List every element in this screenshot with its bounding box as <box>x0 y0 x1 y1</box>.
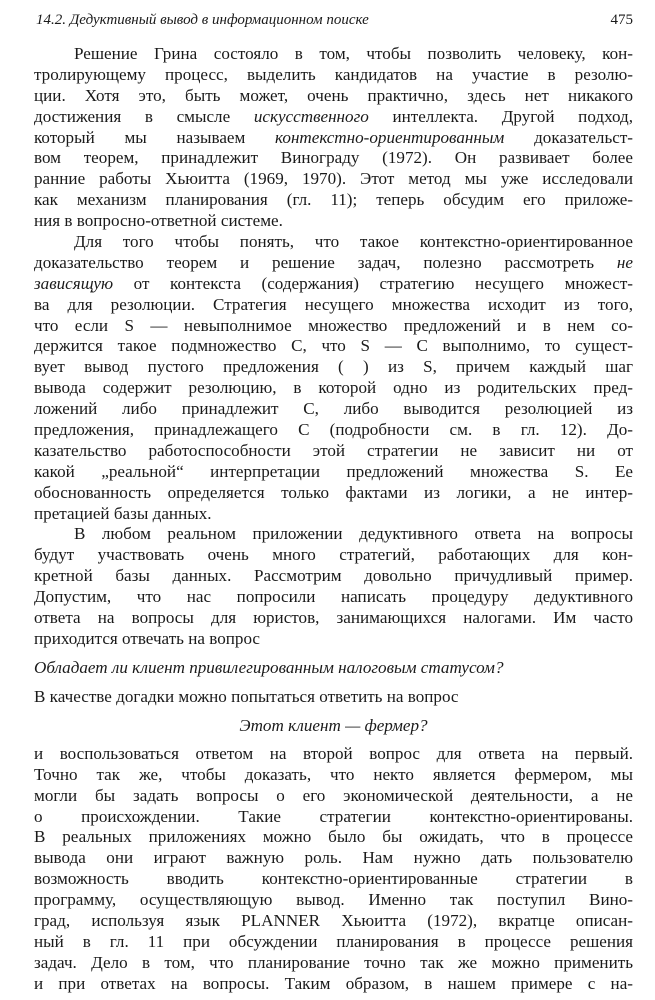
text-line: приходится отвечать на вопрос <box>34 628 261 648</box>
text-line: ва для резолюции. Стратегия несущего множества исходит из того, <box>34 294 633 314</box>
text-line: зависящую от контекста (содержания) стратегию несущего множест- <box>34 273 633 293</box>
text-line: и при ответах на вопросы. Таким образом, в нашем примере с на- <box>34 973 633 993</box>
text-line: обоснованность определяется только фактами из логики, а не интер- <box>34 482 633 502</box>
text-line: Точно так же, чтобы доказать, что некто является фермером, мы <box>34 764 633 784</box>
paragraph-3 <box>34 524 633 649</box>
text-line: Решение Грина состояло в том, чтобы позволить человеку, кон- <box>74 44 633 63</box>
section-title: 14.2. Дедуктивный вывод в информационном поиске <box>36 12 369 28</box>
text-line: предложения, принадлежащего C (подробности см. в гл. 12). До- <box>34 420 633 440</box>
text-line: что если S — невыполнимое множество предложений и в нем со- <box>34 315 633 335</box>
example-query-2: Этот клиент — фермер? <box>239 715 428 735</box>
example-query-1: Обладает ли клиент привилегированным налоговым статусом? <box>34 657 504 677</box>
text-line: доказательство теорем и решение задач, полезно рассмотреть не <box>34 252 633 272</box>
text-line: как механизм планирования (гл. 11); теперь обсудим его приложе- <box>34 190 633 210</box>
text-line: ции. Хотя это, быть может, очень практично, здесь нет никакого <box>34 85 633 105</box>
text-line: о происхождении. Такие стратегии контекстно-ориентированы. <box>34 806 633 826</box>
text-line: тролирующему процесс, выделить кандидатов на участие в резолю- <box>34 64 633 84</box>
paragraph-1 <box>34 44 633 232</box>
text-line: который мы называем контекстно-ориентированным доказательст- <box>34 127 633 147</box>
text-line: ранние работы Хьюитта (1969, 1970). Этот метод мы уже исследовали <box>34 169 633 189</box>
text-line: могли бы задать вопросы о его экономической деятельности, а не <box>34 785 633 805</box>
text-line: ния в вопросно-ответной системе. <box>34 211 283 231</box>
paragraph-4 <box>34 744 633 995</box>
text-line: ложений либо принадлежит C, либо выводится резолюцией из <box>34 399 633 419</box>
text-line: и воспользоваться ответом на второй вопрос для ответа на первый. <box>34 743 633 763</box>
page-number: 475 <box>610 12 633 28</box>
text-line: претацией базы данных. <box>34 503 212 523</box>
text-line: программу, осуществляющую вывод. Именно так поступил Вино- <box>34 890 633 910</box>
text-line: вывода содержит резолюцию, в которой одно из родительских пред- <box>34 378 633 398</box>
paragraph-2 <box>34 232 633 524</box>
text-line: вует вывод пустого предложения ( ) из S, причем каждый шаг <box>34 357 633 377</box>
text-line: ный в гл. 11 при обсуждении планирования в процессе решения <box>34 931 633 951</box>
text-line: какой „реальной“ интерпретации предложений множества S. Ее <box>34 461 633 481</box>
running-header <box>34 0 633 44</box>
text-line: ответа на вопросы для юристов, занимающихся налогами. Им часто <box>34 608 633 628</box>
text-line: возможность вводить контекстно-ориентированные стратегии в <box>34 869 633 889</box>
bridge-sentence: В качестве догадки можно попытаться ответить на вопрос <box>34 686 459 706</box>
body-text <box>34 44 633 995</box>
text-line: будут участвовать очень много стратегий, работающих для кон- <box>34 545 633 565</box>
text-line: держится такое подмножество C, что S — C выполнимо, то сущест- <box>34 336 633 356</box>
text-line: достижения в смысле искусственного интеллекта. Другой подход, <box>34 106 633 126</box>
text-line: Для того чтобы понять, что такое контекстно-ориентированное <box>74 232 633 252</box>
text-line: В реальных приложениях можно было бы ожидать, что в процессе <box>34 827 633 847</box>
text-line: задач. Дело в том, что планирование точно так же можно применить <box>34 952 633 972</box>
text-line: град, используя язык PLANNER Хьюитта (1972), вкратце описан- <box>34 910 633 930</box>
text-line: кретной базы данных. Рассмотрим довольно причудливый пример. <box>34 566 633 586</box>
text-line: Допустим, что нас попросили написать процедуру дедуктивного <box>34 587 633 607</box>
text-line: В любом реальном приложении дедуктивного ответа на вопросы <box>74 524 633 544</box>
text-line: казательство работоспособности этой стратегии не зависит ни от <box>34 440 633 460</box>
text-line: вывода они играют важную роль. Нам нужно дать пользователю <box>34 848 633 868</box>
text-line: вом теорем, принадлежит Винограду (1972). Он развивает более <box>34 148 633 168</box>
